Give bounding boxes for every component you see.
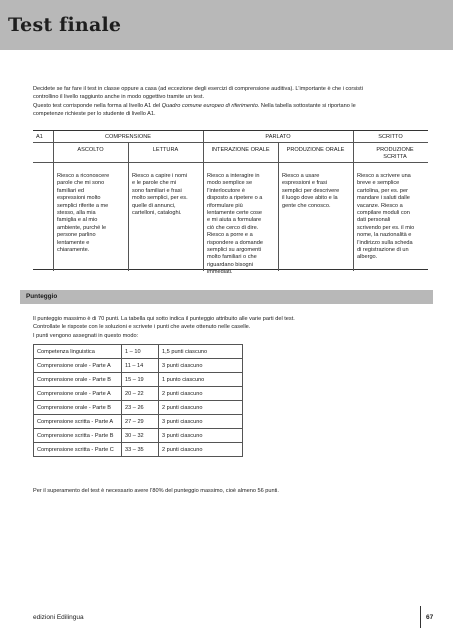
- description-line: di registrazione di un: [357, 247, 409, 254]
- score-table-body: [34, 345, 243, 457]
- description-line: disposto a ripetere o a: [207, 195, 263, 202]
- column-header: PRODUZIONE ORALE: [286, 147, 345, 153]
- description-line: Riesco a interagire in: [207, 173, 260, 179]
- item-range-cell: 23 – 26: [122, 401, 159, 415]
- description-line: semplici riferite a me: [57, 202, 109, 209]
- points-cell: 2 punti ciascuno: [159, 401, 243, 415]
- table-row: [34, 443, 243, 457]
- score-intro: [33, 315, 428, 340]
- section-name-cell: Comprensione orale - Parte B: [34, 401, 122, 415]
- description-line: Riesco a porre e a: [207, 232, 253, 239]
- column-header: LETTURA: [152, 147, 179, 153]
- page-title: Test finale: [8, 14, 122, 36]
- column-header: INTERAZIONE ORALE: [211, 147, 270, 153]
- item-range-cell: 30 – 32: [122, 429, 159, 443]
- points-cell: 2 punti ciascuno: [159, 387, 243, 401]
- section-name-cell: Comprensione orale - Parte A: [34, 359, 122, 373]
- score-intro-line: Il punteggio massimo è di 70 punti. La tabella qui sotto indica il punteggio attribuito alle varie parti del test.: [33, 316, 295, 322]
- competences-table: [33, 130, 428, 276]
- column-header: ASCOLTO: [77, 147, 104, 153]
- points-cell: 3 punti ciascuno: [159, 429, 243, 443]
- column-divider: [278, 143, 279, 271]
- description-line: ciò che cerco di dire.: [207, 224, 259, 231]
- item-range-cell: 33 – 35: [122, 443, 159, 457]
- points-cell: 3 punti ciascuno: [159, 359, 243, 373]
- section-header-punteggio: [20, 290, 433, 304]
- description-line: cartelloni, cataloghi.: [132, 210, 182, 217]
- table-row: [34, 415, 243, 429]
- description-line: rispondere a domande: [207, 239, 263, 246]
- section-name-cell: Competenza linguistica: [34, 345, 122, 359]
- intro-text: [33, 85, 428, 119]
- item-range-cell: 27 – 29: [122, 415, 159, 429]
- description-line: famiglia e al mio: [57, 217, 98, 224]
- table-row: [34, 387, 243, 401]
- intro-line: Decidete se far fare il test in classe oppure a casa (ad eccezione degli esercizi di comprensione auditiva). L’importante è che i corsisti: [33, 86, 363, 92]
- score-intro-line: I punti vengono assegnati in questo modo:: [33, 332, 139, 339]
- description-line: dati personali: [357, 217, 391, 224]
- description-line: il luogo dove abito e la: [282, 195, 338, 202]
- points-cell: 2 punti ciascuno: [159, 443, 243, 457]
- column-divider: [128, 143, 129, 271]
- table-row: [34, 429, 243, 443]
- item-range-cell: 11 – 14: [122, 359, 159, 373]
- description-line: Riesco a scrivere una: [357, 173, 411, 179]
- table-row: [34, 345, 243, 359]
- description-line: semplici per descrivere: [282, 187, 340, 194]
- description-line: Riesco a usare: [282, 173, 320, 179]
- description-line: familiari ed: [57, 187, 85, 194]
- intro-text-part: . Nella tabella sottostante si riportano le: [257, 102, 356, 109]
- description-line: immediati.: [207, 269, 233, 276]
- item-range-cell: 15 – 19: [122, 373, 159, 387]
- description-line: espressioni e frasi: [282, 180, 328, 187]
- description-line: albergo.: [357, 254, 378, 261]
- item-range-cell: 20 – 22: [122, 387, 159, 401]
- description-line: cartolina, per es. per: [357, 187, 408, 194]
- pass-requirement-note: Per il superamento del test è necessario avere l’80% del punteggio massimo, cioè almeno 56 punti.: [33, 488, 279, 494]
- competence-description: [57, 173, 127, 254]
- group-header: SCRITTO: [378, 134, 403, 140]
- description-line: nome, la nazionalità e: [357, 232, 412, 239]
- description-line: Riesco a riconoscere: [57, 173, 110, 179]
- description-line: scrivendo per es. il mio: [357, 224, 415, 231]
- description-line: l’indirizzo sulla scheda: [357, 239, 413, 246]
- competence-description: [357, 173, 427, 262]
- description-line: l’interlocutore è: [207, 187, 245, 194]
- description-line: compilare moduli con: [357, 210, 410, 217]
- description-line: espressioni molto: [57, 195, 101, 202]
- column-header: PRODUZIONE SCRITTA: [376, 147, 414, 161]
- level-label: A1: [36, 134, 43, 140]
- description-line: chiaramente.: [57, 247, 90, 254]
- description-line: molto semplici, per es.: [132, 195, 188, 202]
- description-line: quelle di annunci,: [132, 202, 176, 209]
- points-cell: 1 punto ciascuno: [159, 373, 243, 387]
- points-cell: 1,5 punti ciascuno: [159, 345, 243, 359]
- description-line: ambiente, purché le: [57, 224, 107, 231]
- description-line: gente che conosco.: [282, 202, 331, 209]
- section-name-cell: Comprensione orale - Parte B: [34, 373, 122, 387]
- group-header: PARLATO: [265, 134, 291, 140]
- description-line: sono familiari e frasi: [132, 187, 182, 194]
- table-row: [34, 401, 243, 415]
- description-line: Riesco a capire i nomi: [132, 173, 188, 179]
- description-line: riguardano bisogni: [207, 261, 254, 268]
- description-line: e le parole che mi: [132, 180, 177, 187]
- section-name-cell: Comprensione scritta - Parte A: [34, 415, 122, 429]
- score-intro-line: Controllate le risposte con le soluzioni e scrivete i punti che avete ottenuto nelle caselle.: [33, 324, 251, 331]
- section-title: Punteggio: [26, 293, 58, 300]
- description-line: riformulare più: [207, 202, 243, 209]
- description-line: lentamente certe cose: [207, 210, 263, 217]
- intro-line: [33, 102, 428, 110]
- title-band: [0, 0, 453, 50]
- competence-description: [282, 173, 352, 210]
- description-line: e mi aiuta a formulare: [207, 217, 262, 224]
- description-line: molto familiari o che: [207, 254, 257, 261]
- intro-line: controllino il livello raggiunto anche in modo oggettivo tramite un test.: [33, 94, 205, 101]
- intro-line: competenze richieste per lo studente di livello A1.: [33, 111, 156, 118]
- description-line: stesso, alla mia: [57, 210, 96, 217]
- publisher-name: edizioni Edilingua: [33, 614, 84, 621]
- footer-divider: [420, 606, 421, 628]
- description-line: lentamente e: [57, 239, 90, 246]
- page-number: 67: [426, 614, 434, 621]
- competence-description: [132, 173, 202, 217]
- points-cell: 3 punti ciascuno: [159, 415, 243, 429]
- item-range-cell: 1 – 10: [122, 345, 159, 359]
- description-line: vacanze. Riesco a: [357, 202, 403, 209]
- column-divider: [353, 131, 354, 271]
- competence-description: [207, 173, 277, 277]
- description-line: breve e semplice: [357, 180, 400, 187]
- intro-reference-title: Quadro comune europeo di riferimento: [161, 102, 258, 109]
- description-line: mandare i saluti dalle: [357, 195, 410, 202]
- description-line: parole che mi sono: [57, 180, 105, 187]
- description-line: semplici su argomenti: [207, 247, 262, 254]
- description-line: modo semplice se: [207, 180, 253, 187]
- table-row: [34, 373, 243, 387]
- table-row: [34, 359, 243, 373]
- section-name-cell: Comprensione scritta - Parte C: [34, 443, 122, 457]
- description-line: persone parlino: [57, 232, 96, 239]
- intro-text-part: Questo test corrisponde nella forma al livello A1 del: [33, 102, 162, 109]
- section-name-cell: Comprensione scritta - Parte B: [34, 429, 122, 443]
- section-name-cell: Comprensione orale - Parte A: [34, 387, 122, 401]
- group-header: COMPRENSIONE: [105, 134, 151, 140]
- score-table: [33, 344, 243, 457]
